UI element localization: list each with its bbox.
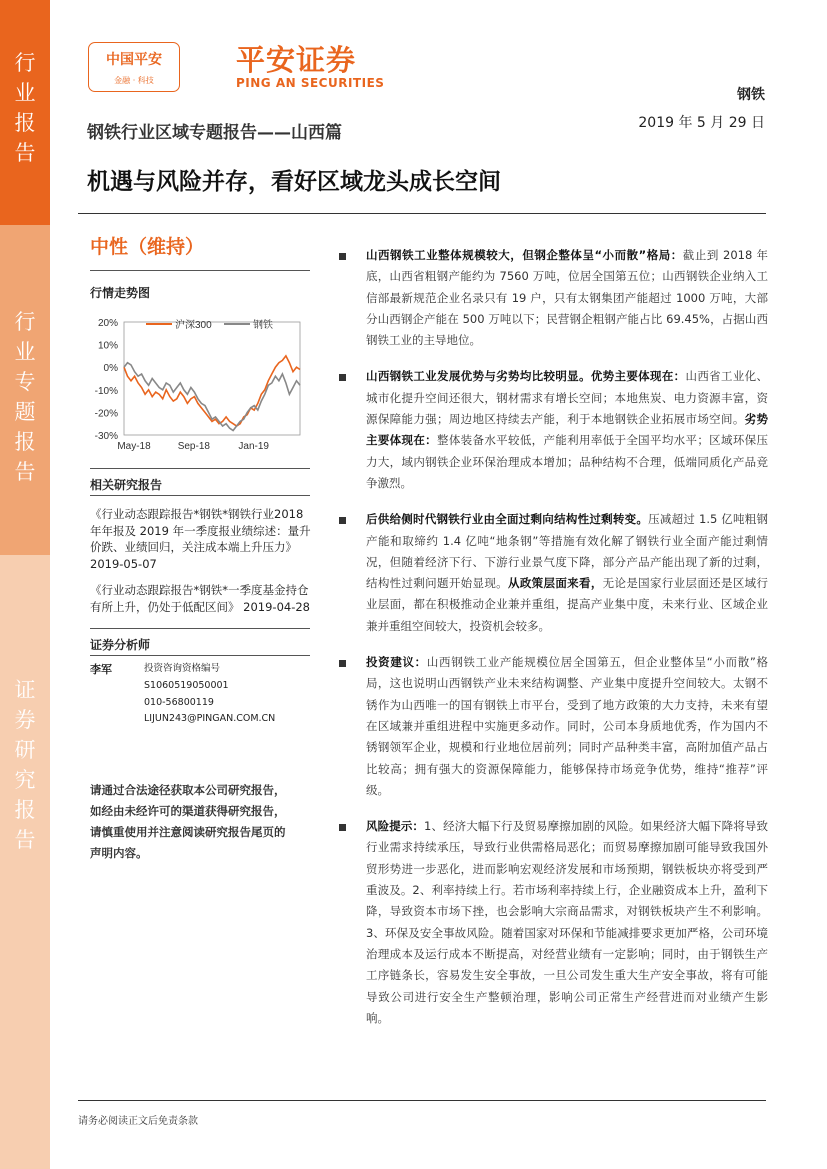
footer-divider (78, 1100, 766, 1101)
divider (90, 468, 310, 469)
x-tick-label: May-18 (117, 441, 151, 452)
divider (90, 628, 310, 629)
bullet-lead: 投资建议： (366, 655, 427, 670)
divider (90, 655, 310, 656)
bullet-lead: 山西钢铁工业发展优势与劣势均比较明显。优势主要体现在： (366, 369, 686, 384)
side-char: 题 (14, 400, 36, 424)
side-char: 报 (14, 430, 36, 454)
bullet-text-2: 整体装备水平较低，产能利用率低于全国平均水平；区域环保压力大，域内钢铁企业环保治理成本增加；品种结构不合理，低端同质化产品竞争激烈。 (366, 433, 768, 490)
bullet-text: 1、经济大幅下行及贸易摩擦加剧的风险。如果经济大幅下降将导致行业需求持续承压，导致行业供需格局恶化；而贸易摩擦加剧可能导致我国外贸形势进一步恶化，进而影响宏观经济发展和市场预期，钢铁板块亦将受到严重波及。2、利率持续上行。若市场利率持续上行，企业融资成本上升，盈利下降，导致资本市场下挫，也会影响大宗商品需求，对钢铁板块产生不利影响。3、环保及安全事故风险。随着国家对环保和节能减排要求更加严格，公司环境治理成本及运行成本不断提高，对经营业绩有一定影响；同时，由于钢铁生产工序链条长，容易发生安全事故，一旦公司发生重大生产安全事故，将有可能导致公司进行安全生产整顿治理，影响公司正常生产经营进而对业绩产生影响。 (366, 819, 768, 1025)
analysts-heading: 证券分析师 (90, 638, 151, 652)
brand-name-en: PING AN SECURITIES (236, 76, 385, 90)
logo-name: 中国平安 (106, 52, 162, 68)
y-tick-label: -10% (94, 385, 118, 397)
analyst-info-line: 投资咨询资格编号 (144, 663, 221, 674)
bullet-text: 山西钢铁工业产能规模位居全国第五，但企业整体呈“小而散”格局，这也说明山西钢铁产业未来结构调整、产业集中度提升空间较大。太钢不锈作为山西唯一的国有钢铁上市平台，受到了地方政策的大力支持，未来有望在区域兼并重组进程中实施更多动作。同时，公司本身质地优秀，作为国内不锈钢领军企业，规模和行业地位居前列；同时产品种类丰富，高附加值产品占比较高；拥有强大的资源保障能力，能够保持市场竞争优势，维持“推荐”评级。 (366, 655, 769, 797)
summary-bullets (336, 245, 768, 1044)
bullet-square-icon (339, 517, 346, 524)
ping-an-logo (88, 42, 180, 92)
side-char: 究 (14, 768, 36, 792)
analyst-email[interactable]: LIJUN243@PINGAN.COM.CN (144, 713, 276, 725)
footer-note: 请务必阅读正文后免责条款 (78, 1116, 198, 1127)
side-char: 研 (14, 738, 36, 762)
market-trend-heading: 行情走势图 (90, 286, 151, 300)
disclaimer-note: 请通过合法途径获取本公司研究报告，如经由未经许可的渠道获得研究报告，请慎重使用并注意阅读研究报告尾页的声明内容。 (90, 783, 286, 860)
x-tick-label: Sep-18 (177, 441, 210, 452)
side-char: 行 (14, 51, 36, 75)
y-tick-label: 0% (103, 363, 118, 375)
side-label-topic-report (0, 225, 50, 555)
side-char: 证 (14, 678, 36, 702)
side-label-research-report (0, 555, 50, 1169)
bullet-lead-2: 从政策层面来看， (508, 576, 603, 591)
analyst-info (144, 661, 275, 728)
related-reports-heading: 相关研究报告 (90, 478, 163, 492)
series-line-hs300 (124, 356, 300, 426)
bullet-square-icon (339, 824, 346, 831)
bullet-risk-warning (336, 816, 768, 1029)
side-char: 报 (14, 111, 36, 135)
bullet-text-2: 无论是国家行业层面还是区域行业层面，都在积极推动企业兼并重组，提高产业集中度，未来行业、区域企业兼并重组空间较大，投资机会较多。 (366, 576, 769, 633)
bullet-investment-advice (336, 652, 768, 801)
analyst-phone: 010-56800119 (144, 696, 214, 708)
analyst-license: S1060519050001 (144, 679, 229, 691)
legend-label: 沪深300 (175, 320, 212, 331)
side-char: 专 (14, 370, 36, 394)
header-divider (78, 213, 766, 214)
rating-label: 中性（维持） (90, 236, 205, 258)
divider (90, 270, 310, 271)
bullet-square-icon (339, 374, 346, 381)
related-reports-list (90, 506, 312, 625)
side-char: 告 (14, 460, 36, 484)
y-tick-label: -20% (94, 408, 118, 420)
bullet-lead: 风险提示： (366, 819, 425, 834)
bullet-lead-2: 劣势主要体现在： (366, 412, 769, 448)
chart-canvas (88, 310, 308, 460)
y-tick-label: 20% (97, 318, 118, 329)
brand-name-cn: 平安证券 (236, 43, 357, 77)
side-char: 行 (14, 310, 36, 334)
related-report-item[interactable]: 《行业动态跟踪报告*钢铁*一季度基金持仓有所上升，仍处于低配区间》 2019-04-28 (90, 583, 310, 614)
side-char: 告 (14, 141, 36, 165)
x-tick-label: Jan-19 (238, 441, 269, 452)
bullet-strengths (336, 366, 768, 494)
legend-label: 钢铁 (253, 320, 273, 331)
side-char: 业 (14, 81, 36, 105)
bullet-square-icon (339, 253, 346, 260)
industry-label: 钢铁 (737, 87, 765, 103)
related-report-item[interactable]: 《行业动态跟踪报告*钢铁*钢铁行业2018 年年报及 2019 年一季度报业绩综述：量升价跌、业绩回归，关注成本端上升压力》 2019-05-07 (90, 507, 311, 571)
report-date: 2019 年 5 月 29 日 (638, 115, 765, 131)
bullet-lead: 山西钢铁工业整体规模较大，但钢企整体呈“小而散”格局： (366, 248, 683, 262)
analyst-name: 李军 (90, 663, 112, 676)
y-tick-label: -30% (94, 431, 118, 442)
side-label-industry-report (0, 0, 50, 225)
bullet-square-icon (339, 660, 346, 667)
divider (90, 495, 310, 496)
side-char: 业 (14, 340, 36, 364)
bullet-text: 山西省工业化、城市化提升空间还很大，钢材需求有增长空间；本地焦炭、电力资源丰富，资源保障能力强；周边地区持续去产能，利于本地钢铁企业拓展市场空间。 (366, 369, 768, 427)
market-trend-chart (88, 310, 308, 460)
bullet-text: 截止到 2018 年底，山西省粗钢产能约为 7560 万吨，位居全国第五位；山西钢铁企业纳入工信部最新规范企业名录只有 19 户，只有太钢集团产能超过 1000 万吨，大部分山西钢企产能在 500 万吨以下；民营钢企粗钢产能占比 69.45%，占据山西钢铁工业的主导地位。 (366, 248, 768, 348)
side-char: 券 (14, 708, 36, 732)
bullet-text: 压减超过 1.5 亿吨粗钢产能和取缔约 1.4 亿吨“地条钢”等措施有效化解了钢铁行业全面产能过剩情况，但随着经济下行、下游行业景气度下降，部分产品产能出现了新的过剩，结构性过剩问题开始显现。 (366, 512, 768, 591)
y-tick-label: 10% (97, 340, 118, 352)
report-title: 机遇与风险并存，看好区域龙头成长空间 (87, 169, 501, 195)
report-subtitle: 钢铁行业区域专题报告——山西篇 (87, 123, 342, 143)
side-char: 报 (14, 798, 36, 822)
bullet-lead: 后供给侧时代钢铁行业由全面过剩向结构性过剩转变。 (366, 512, 649, 527)
bullet-scale (336, 245, 768, 351)
logo-tagline: 金融 · 科技 (114, 76, 154, 85)
side-char: 告 (14, 828, 36, 852)
bullet-supply-side (336, 509, 768, 637)
